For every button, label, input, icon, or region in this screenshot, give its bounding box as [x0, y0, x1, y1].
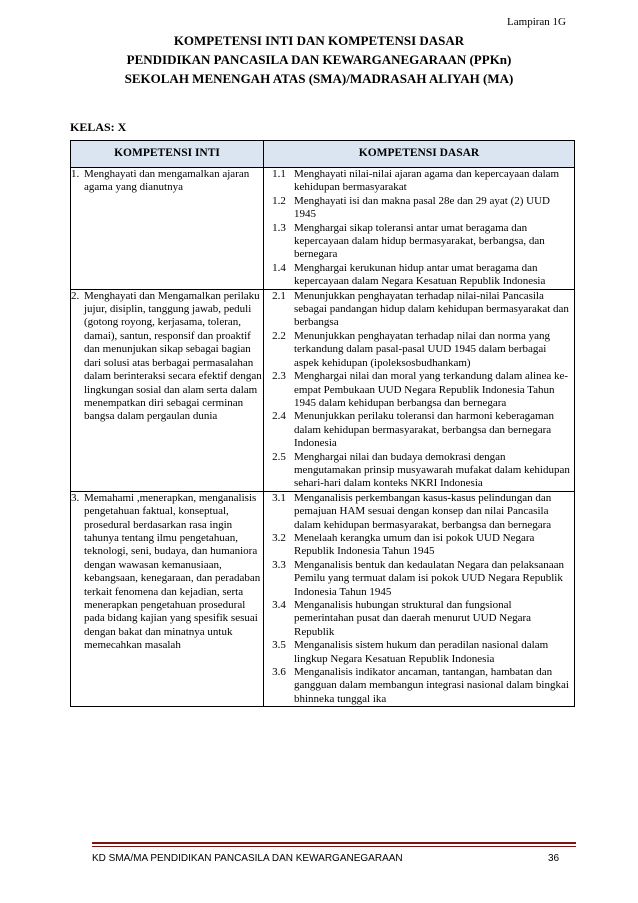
kd-item [264, 330, 574, 370]
appendix-label: Lampiran 1G [507, 16, 566, 28]
kd-text: Menganalisis bentuk dan kedaulatan Negara dan pelaksanaan Pemilu yang termuat dalam isi pokok UUD Negara Republik Indonesia Tahun 1945 [294, 558, 565, 598]
ki-item [71, 492, 263, 653]
kd-cell [264, 491, 575, 707]
kd-text: Menganalisis hubungan struktural dan fungsional pemerintahan pusat dan daerah menurut UUD Negara Republik [294, 599, 532, 638]
header-kd: KOMPETENSI DASAR [264, 141, 575, 168]
page-number: 36 [548, 853, 560, 864]
ki-cell [71, 491, 264, 707]
title-line-2: PENDIDIKAN PANCASILA DAN KEWARGANEGARAAN (PPKn) [126, 52, 512, 67]
kd-text: Menghayati nilai-nilai ajaran agama dan kepercayaan dalam kehidupan bermasyarakat [294, 168, 560, 194]
kd-number: 2.1 [272, 289, 286, 302]
kd-item [264, 492, 574, 532]
kd-text: Menghargai nilai dan budaya demokrasi dengan mengutamakan prinsip musyawarah mufakat dalam kehidupan sehari-hari dalam konteks NKRI Indonesia [294, 450, 570, 490]
table-body [71, 168, 575, 707]
kd-text: Menelaah kerangka umum dan isi pokok UUD Negara Republik Indonesia Tahun 1945 [294, 531, 535, 558]
title-line-1: KOMPETENSI INTI DAN KOMPETENSI DASAR [173, 33, 465, 48]
table-row [71, 289, 575, 491]
ki-text: Menghayati dan mengamalkan ajaran agama yang dianutnya [84, 168, 250, 194]
kd-text: Menunjukkan penghayatan terhadap nilai-nilai Pancasila sebagai pandangan hidup dalam kehidupan bermasyarakat dan berbangsa [294, 289, 569, 329]
kd-number: 3.3 [272, 558, 286, 571]
ki-number: 2. [71, 289, 80, 302]
kd-item [264, 195, 574, 222]
footer-text: KD SMA/MA PENDIDIKAN PANCASILA DAN KEWARGANEGARAAN [92, 853, 403, 864]
kd-text: Menunjukkan perilaku toleransi dan harmoni keberagaman dalam kehidupan bermasyarakat, berbangsa dan bernegara Indonesia [294, 410, 554, 450]
kd-number: 2.4 [272, 410, 286, 423]
ki-text: Memahami ,menerapkan, menganalisis pengetahuan faktual, konseptual, prosedural berdasarkan rasa ingin tahunya tentang ilmu pengetahuan, teknologi, seni, budaya, dan humaniora dengan wawasan kemanusiaan, kebangsaan, kenegaraan, dan peradaban terkait fenomena dan kejadian, serta menerapkan pengetahuan prosedural pada bidang kajian yang spesifik sesuai dengan bakat dan minatnya untuk memecahkan masalah [84, 491, 261, 652]
ki-number: 3. [71, 491, 80, 504]
table-row [71, 491, 575, 707]
header-ki: KOMPETENSI INTI [71, 141, 264, 168]
kd-item [264, 370, 574, 410]
kd-cell [264, 289, 575, 491]
footer-rule-thick [92, 842, 576, 844]
kd-item [264, 532, 574, 559]
kd-number: 1.1 [272, 168, 286, 180]
table-row [71, 168, 575, 290]
kd-text: Menghargai nilai dan moral yang terkandung dalam alinea ke-empat Pembukaan UUD Negara Republik Indonesia Tahun 1945 dalam kehidupan berbangsa dan bernegara [294, 370, 569, 409]
kd-number: 1.3 [272, 221, 286, 234]
kd-number: 3.4 [272, 599, 286, 611]
kd-item [264, 168, 574, 195]
kd-text: Menghargai sikap toleransi antar umat beragama dan kepercayaan dalam hidup bermasyarakat, berbangsa, dan bernegara [294, 221, 545, 261]
kd-item [264, 262, 574, 289]
kd-text: Menghargai kerukunan hidup antar umat beragama dan kepercayaan dalam Negara Kesatuan Republik Indonesia [294, 261, 546, 288]
ki-item [71, 168, 263, 195]
table-header-row [71, 141, 575, 168]
kd-cell [264, 168, 575, 290]
kd-number: 1.2 [272, 194, 286, 207]
kd-text: Menganalisis perkembangan kasus-kasus pelindungan dan pemajuan HAM sesuai dengan konsep dan nilai Pancasila dalam kehidupan bermasyarakat, berbangsa dan bernegara [294, 491, 552, 531]
ki-item [71, 290, 263, 424]
document-title [0, 31, 638, 88]
footer-rule-thin [92, 846, 576, 847]
kd-number: 2.5 [272, 450, 286, 463]
kd-text: Menunjukkan penghayatan terhadap nilai dan norma yang terkandung dalam pasal-pasal UUD 1945 dalam berbagai aspek kehidupan (ipoleksosbudhankam) [294, 329, 550, 369]
kd-text: Menganalisis indikator ancaman, tantangan, hambatan dan gangguan dalam membangun integrasi nasional dalam bingkai bhinneka tunggal ika [294, 666, 569, 705]
ki-cell [71, 168, 264, 290]
ki-text: Menghayati dan Mengamalkan perilaku jujur, disiplin, tanggung jawab, peduli (gotong royong, kerjasama, toleran, damai), santun, responsif dan proaktif dan menunjukan sikap sebagai bagian dari solusi atas berbagai permasalahan dalam berinteraksi secara efektif dengan lingkungan sosial dan alam serta dalam menempatkan diri sebagai cerminan bangsa dalam pergaulan dunia [84, 289, 262, 423]
title-line-3: SEKOLAH MENENGAH ATAS (SMA)/MADRASAH ALIYAH (MA) [124, 71, 514, 86]
kd-item [264, 222, 574, 262]
kd-number: 3.6 [272, 666, 286, 679]
kd-text: Menganalisis sistem hukum dan peradilan nasional dalam lingkup Negara Kesatuan Republik Indonesia [294, 639, 549, 665]
kd-item [264, 559, 574, 599]
kd-text: Menghayati isi dan makna pasal 28e dan 29 ayat (2) UUD 1945 [294, 194, 550, 221]
class-label: KELAS: X [70, 120, 127, 134]
kd-item [264, 666, 574, 706]
kd-item [264, 290, 574, 330]
kd-number: 3.1 [272, 491, 286, 504]
kd-item [264, 639, 574, 666]
competency-table [70, 140, 575, 707]
kd-number: 3.2 [272, 531, 286, 544]
kd-number: 1.4 [272, 261, 286, 274]
ki-number: 1. [71, 168, 80, 180]
kd-item [264, 410, 574, 450]
kd-item [264, 599, 574, 639]
kd-number: 2.2 [272, 329, 286, 342]
ki-cell [71, 289, 264, 491]
kd-number: 2.3 [272, 370, 286, 383]
kd-item [264, 451, 574, 491]
kd-number: 3.5 [272, 639, 286, 652]
